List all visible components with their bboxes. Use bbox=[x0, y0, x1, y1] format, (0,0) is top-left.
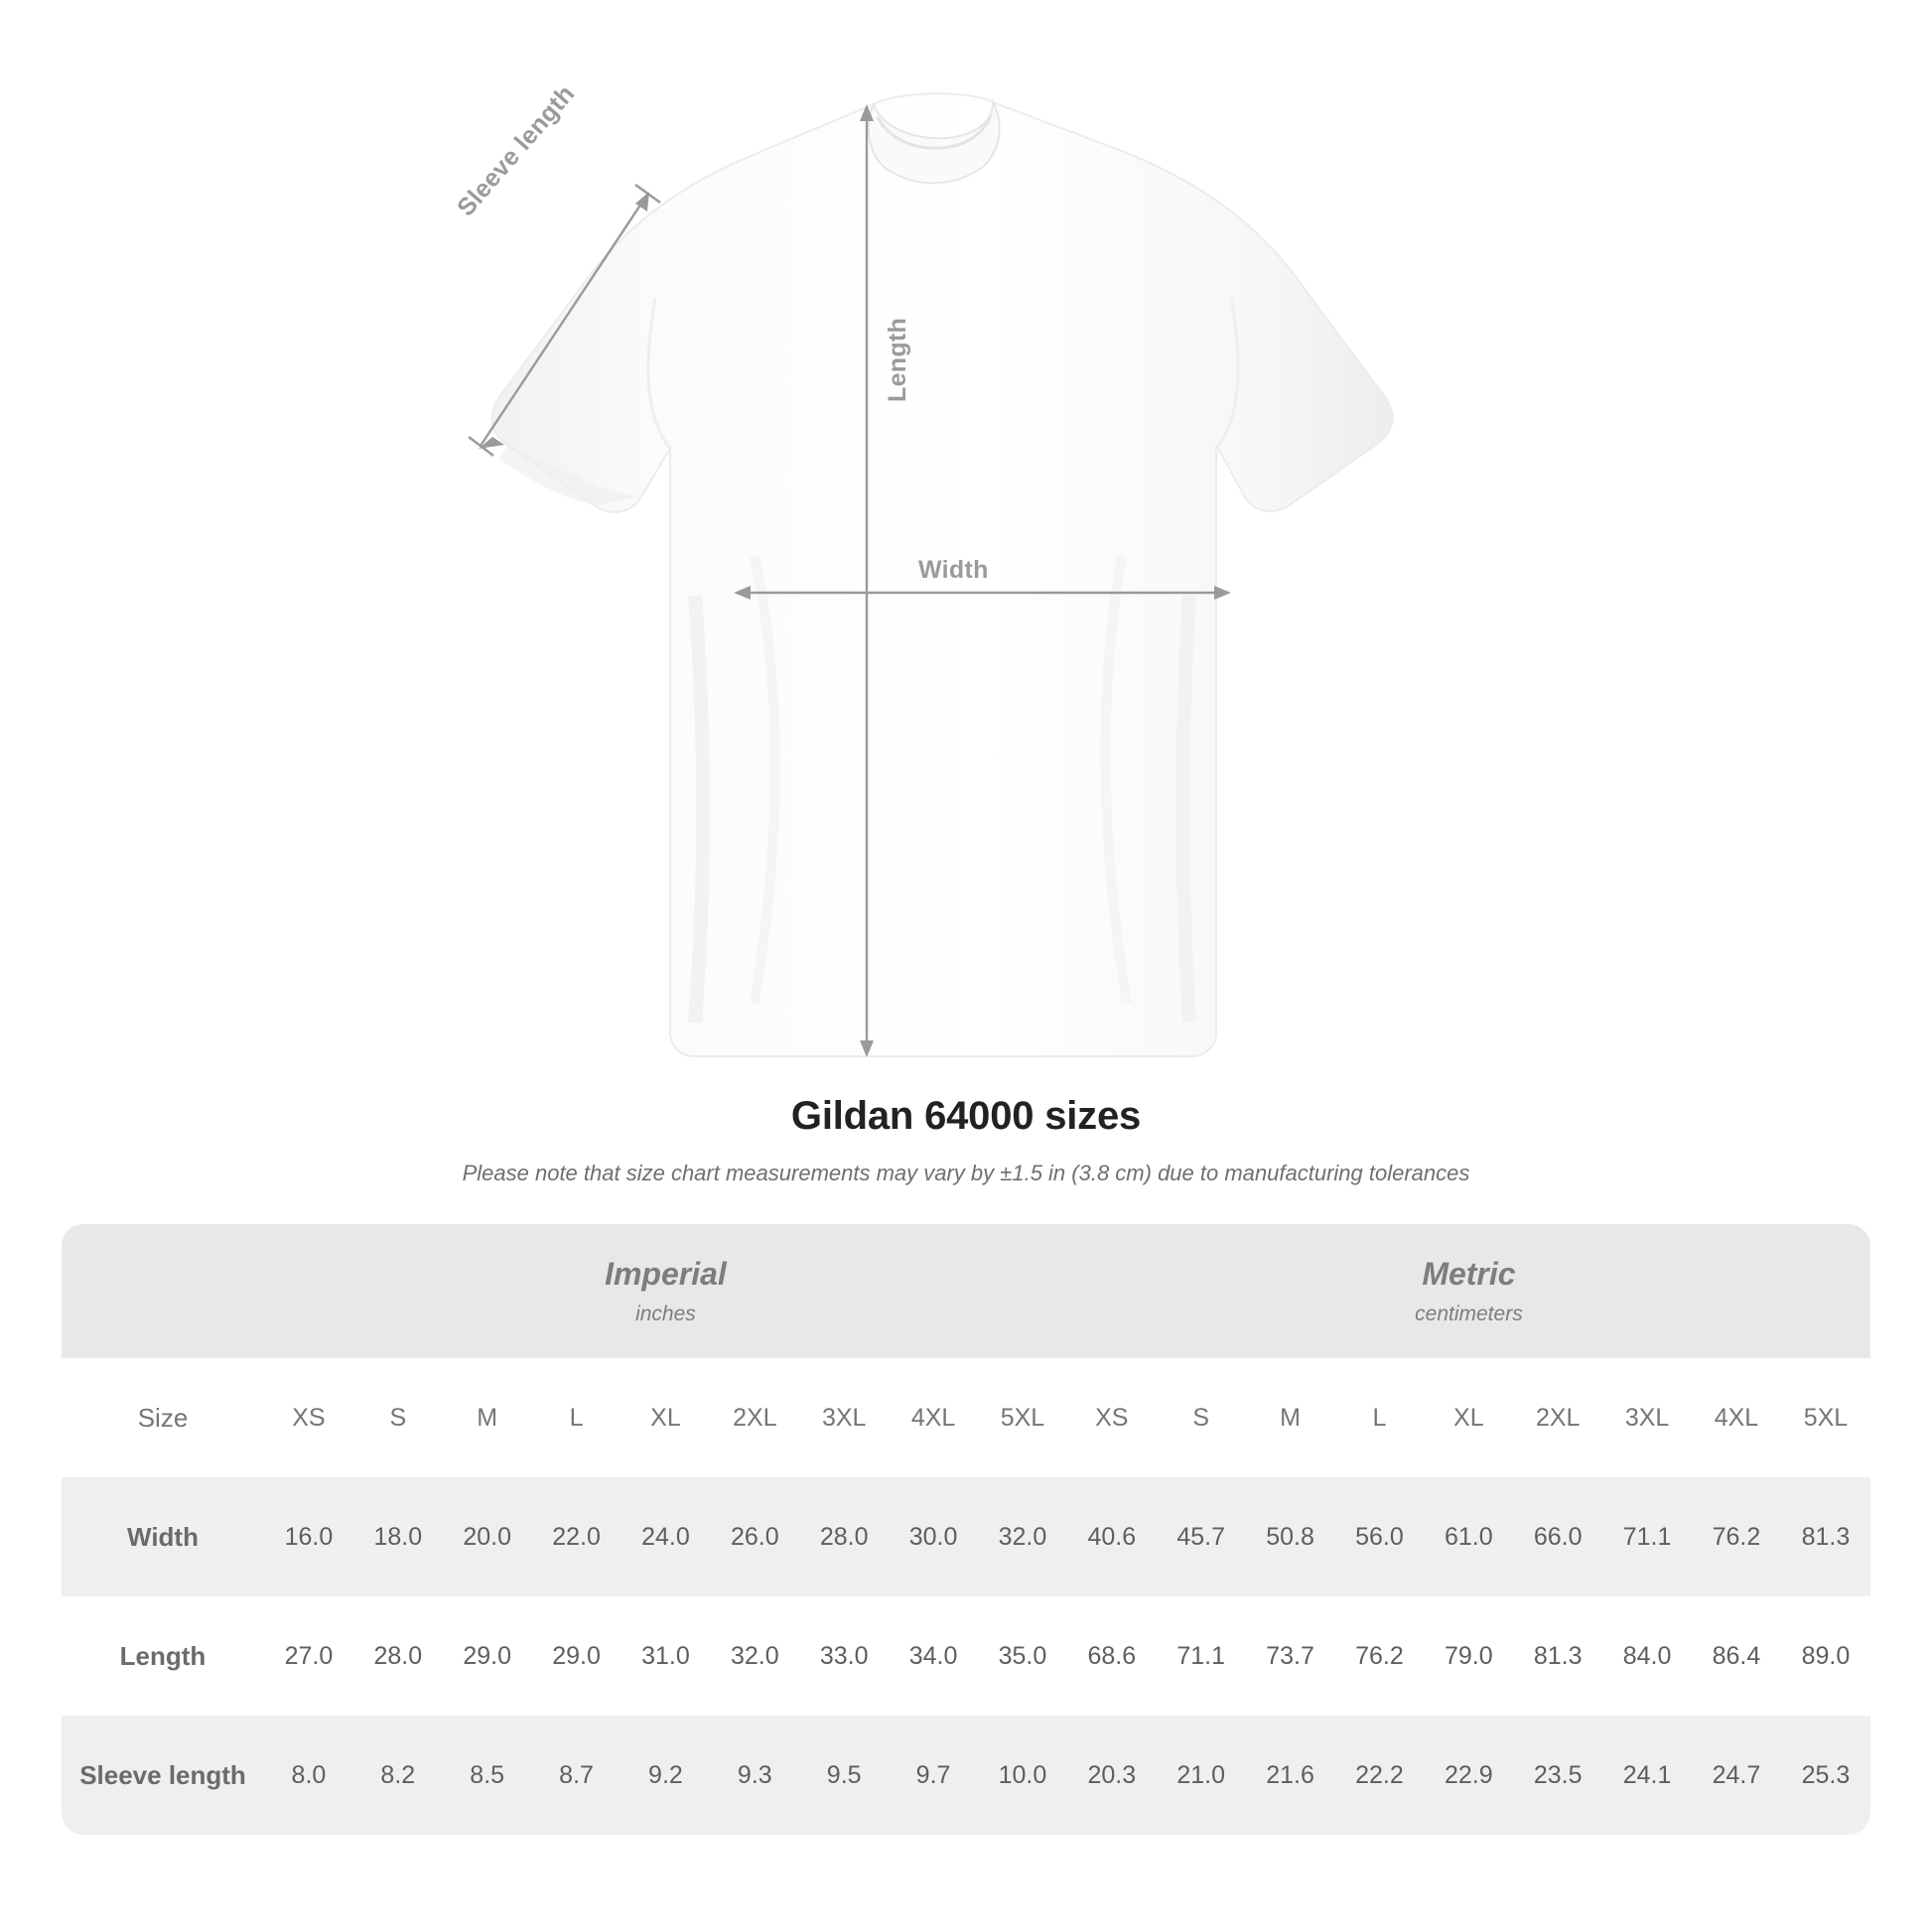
measurement-cell: 40.6 bbox=[1067, 1477, 1157, 1596]
measurement-cell: 89.0 bbox=[1781, 1596, 1870, 1716]
measurement-cell: 81.3 bbox=[1513, 1596, 1602, 1716]
measurement-cell: 9.7 bbox=[889, 1716, 978, 1835]
row-header-width: Width bbox=[62, 1477, 264, 1596]
size-header-cell: 4XL bbox=[1692, 1358, 1781, 1477]
measurement-cell: 84.0 bbox=[1602, 1596, 1692, 1716]
size-header-cell: XS bbox=[1067, 1358, 1157, 1477]
width-label: Width bbox=[918, 556, 989, 584]
unit-group-metric bbox=[1067, 1224, 1870, 1358]
measurement-cell: 26.0 bbox=[710, 1477, 799, 1596]
measurement-cell: 29.0 bbox=[532, 1596, 621, 1716]
measurement-cell: 81.3 bbox=[1781, 1477, 1870, 1596]
size-column-header: Size bbox=[62, 1358, 264, 1477]
measurement-cell: 32.0 bbox=[978, 1477, 1067, 1596]
measurement-cell: 66.0 bbox=[1513, 1477, 1602, 1596]
measurement-cell: 23.5 bbox=[1513, 1716, 1602, 1835]
unit-group-imperial bbox=[264, 1224, 1067, 1358]
measurement-cell: 31.0 bbox=[621, 1596, 711, 1716]
measurement-cell: 32.0 bbox=[710, 1596, 799, 1716]
measurement-cell: 73.7 bbox=[1246, 1596, 1335, 1716]
measurement-cell: 22.9 bbox=[1424, 1716, 1513, 1835]
page-title: Gildan 64000 sizes bbox=[790, 1094, 1142, 1138]
measurement-cell: 35.0 bbox=[978, 1596, 1067, 1716]
size-header-cell: XL bbox=[621, 1358, 711, 1477]
measurement-cell: 71.1 bbox=[1157, 1596, 1246, 1716]
table-row bbox=[62, 1477, 1870, 1596]
unit-header-row bbox=[62, 1224, 1870, 1358]
measurement-cell: 20.0 bbox=[443, 1477, 532, 1596]
measurement-cell: 45.7 bbox=[1157, 1477, 1246, 1596]
unit-group-subtitle: inches bbox=[635, 1303, 696, 1325]
size-header-cell: S bbox=[353, 1358, 443, 1477]
size-table bbox=[62, 1224, 1870, 1835]
measurement-cell: 18.0 bbox=[353, 1477, 443, 1596]
measurement-cell: 79.0 bbox=[1424, 1596, 1513, 1716]
measurement-cell: 8.5 bbox=[443, 1716, 532, 1835]
sleeve-length-label: Sleeve length bbox=[452, 79, 581, 222]
measurement-cell: 16.0 bbox=[264, 1477, 353, 1596]
measurement-cell: 20.3 bbox=[1067, 1716, 1157, 1835]
row-header-sleeve-length: Sleeve length bbox=[62, 1716, 264, 1835]
measurement-cell: 68.6 bbox=[1067, 1596, 1157, 1716]
measurement-cell: 9.5 bbox=[799, 1716, 889, 1835]
size-header-cell: 2XL bbox=[710, 1358, 799, 1477]
size-header-cell: XS bbox=[264, 1358, 353, 1477]
measurement-cell: 25.3 bbox=[1781, 1716, 1870, 1835]
size-header-cell: S bbox=[1157, 1358, 1246, 1477]
size-header-cell: M bbox=[1246, 1358, 1335, 1477]
measurement-cell: 27.0 bbox=[264, 1596, 353, 1716]
measurement-cell: 86.4 bbox=[1692, 1596, 1781, 1716]
size-header-cell: 3XL bbox=[1602, 1358, 1692, 1477]
measurement-cell: 28.0 bbox=[353, 1596, 443, 1716]
size-header-cell: 2XL bbox=[1513, 1358, 1602, 1477]
measurement-cell: 24.1 bbox=[1602, 1716, 1692, 1835]
unit-header-spacer bbox=[62, 1224, 264, 1358]
size-header-cell: 5XL bbox=[978, 1358, 1067, 1477]
measurement-cell: 76.2 bbox=[1335, 1596, 1425, 1716]
table-row bbox=[62, 1716, 1870, 1835]
measurement-cell: 22.2 bbox=[1335, 1716, 1425, 1835]
unit-group-name: Imperial bbox=[605, 1256, 727, 1292]
length-label: Length bbox=[884, 317, 911, 402]
measurement-cell: 29.0 bbox=[443, 1596, 532, 1716]
measurement-cell: 8.2 bbox=[353, 1716, 443, 1835]
measurement-cell: 56.0 bbox=[1335, 1477, 1425, 1596]
size-table-wrapper bbox=[62, 1224, 1870, 1835]
measurement-cell: 71.1 bbox=[1602, 1477, 1692, 1596]
measurement-cell: 24.0 bbox=[621, 1477, 711, 1596]
measurement-cell: 50.8 bbox=[1246, 1477, 1335, 1596]
measurement-cell: 30.0 bbox=[889, 1477, 978, 1596]
size-header-cell: 5XL bbox=[1781, 1358, 1870, 1477]
row-header-length: Length bbox=[62, 1596, 264, 1716]
size-header-row bbox=[62, 1358, 1870, 1477]
measurement-cell: 8.7 bbox=[532, 1716, 621, 1835]
size-header-cell: L bbox=[1335, 1358, 1425, 1477]
measurement-cell: 34.0 bbox=[889, 1596, 978, 1716]
tolerance-note: Please note that size chart measurements may vary by ±1.5 in (3.8 cm) due to manufacturing tolerances bbox=[462, 1161, 1470, 1185]
measurement-cell: 61.0 bbox=[1424, 1477, 1513, 1596]
unit-group-name: Metric bbox=[1422, 1256, 1516, 1292]
measurement-cell: 21.0 bbox=[1157, 1716, 1246, 1835]
measurement-cell: 76.2 bbox=[1692, 1477, 1781, 1596]
measurement-cell: 9.3 bbox=[710, 1716, 799, 1835]
measurement-cell: 33.0 bbox=[799, 1596, 889, 1716]
measurement-cell: 8.0 bbox=[264, 1716, 353, 1835]
measurement-cell: 22.0 bbox=[532, 1477, 621, 1596]
title-block bbox=[0, 1094, 1932, 1186]
measurement-cell: 24.7 bbox=[1692, 1716, 1781, 1835]
measurement-cell: 9.2 bbox=[621, 1716, 711, 1835]
size-header-cell: 3XL bbox=[799, 1358, 889, 1477]
measurement-cell: 21.6 bbox=[1246, 1716, 1335, 1835]
table-row bbox=[62, 1596, 1870, 1716]
measurement-cell: 10.0 bbox=[978, 1716, 1067, 1835]
size-header-cell: 4XL bbox=[889, 1358, 978, 1477]
size-header-cell: M bbox=[443, 1358, 532, 1477]
unit-group-subtitle: centimeters bbox=[1415, 1303, 1523, 1325]
size-header-cell: XL bbox=[1424, 1358, 1513, 1477]
size-header-cell: L bbox=[532, 1358, 621, 1477]
measurement-cell: 28.0 bbox=[799, 1477, 889, 1596]
